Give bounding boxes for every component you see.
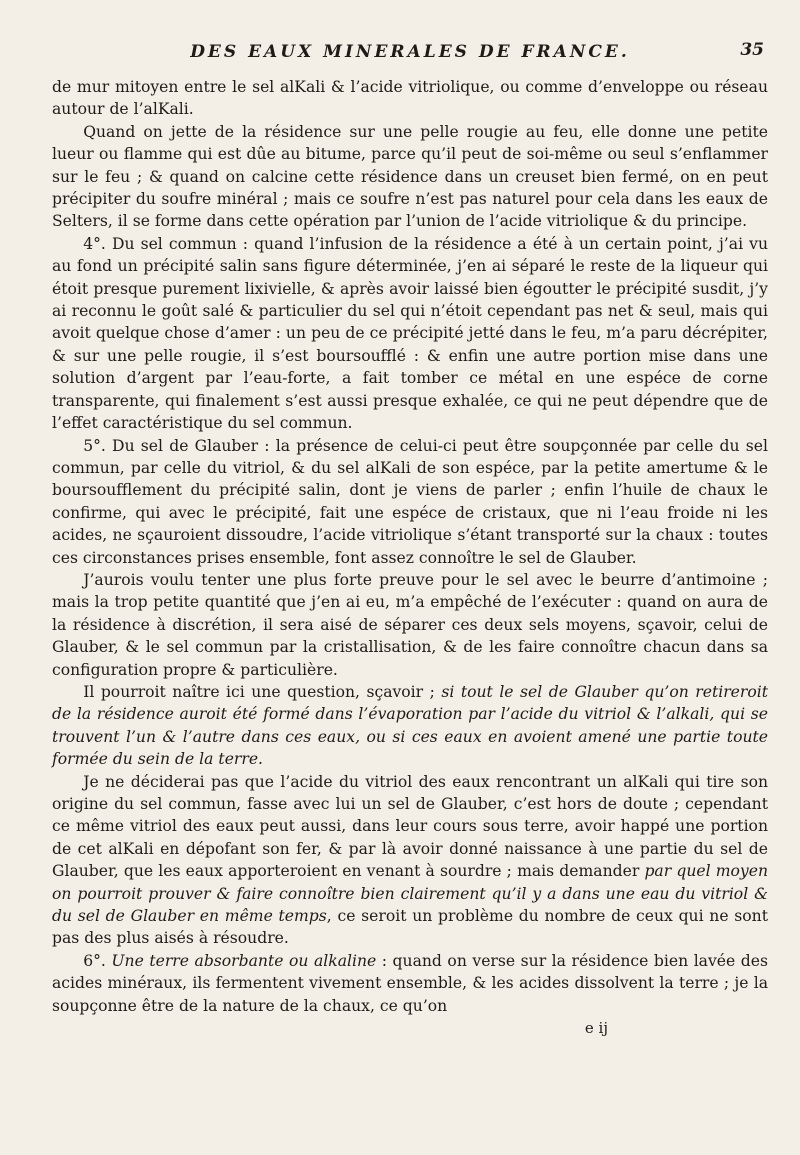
paragraph (52, 681, 768, 771)
text-run: de mur mitoyen entre le sel alKali & l’acide vitriolique, ou comme d’enveloppe ou réseau autour de l’alKali. (52, 78, 768, 119)
paragraph (52, 950, 768, 1017)
text-run: , ce seroit un problème du nombre de ceux qui ne sont pas des plus aisés à résoudre. (52, 907, 768, 948)
italic-text: Une terre absorbante ou alkaline (111, 951, 377, 970)
paragraph (52, 76, 768, 121)
italic-text: si tout le sel de Glauber qu’on retireroit de la résidence auroit été formé dans l’évaporation par l’acide du vitriol & l’alkali, qui se trouvent l’un & l’autre dans ces eaux, ou si ces eaux en avoient amené une partie toute formée du sein de la terre. (52, 682, 769, 769)
paragraph (52, 435, 768, 569)
running-title: DES EAUX MINERALES DE FRANCE. (190, 42, 630, 62)
text-run: Il pourroit naître ici une question, sçavoir ; (83, 682, 442, 701)
italic-text: par quel moyen on pourroit prouver & faire connoître bien clairement qu’il y a dans une eau du vitriol & du sel de Glauber en même temps (52, 862, 768, 926)
catchword: e ij (584, 1019, 608, 1038)
running-head (52, 42, 768, 76)
page-number: 35 (740, 40, 764, 60)
text-run: : quand on verse sur la résidence bien lavée des acides minéraux, ils fermentent vivement ensemble, & les acides dissolvent la terre ; je la soupçonne être de la nature de la chaux, ce qu’on (52, 951, 768, 1015)
text-run: 5°. Du sel de Glauber : la présence de celui-ci peut être soupçonnée par celle du sel commun, par celle du vitriol, & du sel alKali de son espéce, par la petite amertume & le boursoufflement du précipité salin, dont je viens de parler ; enfin l’huile de chaux le confirme, qui avec le précipité, fait une espéce de cristaux, que ni l’eau froide ni les acides, ne sçauroient dissoudre, l’acide vitriolique s’étant transporté sur la chaux : toutes ces circonstances prises ensemble, font assez connoître le sel de Glauber. (52, 436, 768, 567)
text-run: J’aurois voulu tenter une plus forte preuve pour le sel avec le beurre d’antimoine ; mais la trop petite quantité que j’en ai eu, m’a empêché de l’exécuter : quand on aura de la résidence à discrétion, il sera aisé de séparer ces deux sels moyens, sçavoir, celui de Glauber, & le sel commun par la cristallisation, & de les faire connoître chacun dans sa configuration propre & particulière. (52, 570, 768, 679)
text-run: Je ne déciderai pas que l’acide du vitriol des eaux rencontrant un alKali qui tire son origine du sel commun, fasse avec lui un sel de Glauber, c’est hors de doute ; cependant ce même vitriol des eaux peut aussi, dans leur cours sous terre, avoir happé une portion de cet alKali en dépofant son fer, & par là avoir donné naissance à une partie du sel de Glauber, que les eaux apporteroient en venant à sourdre ; mais demander (52, 772, 768, 881)
paragraph (52, 121, 768, 233)
text-run: 4°. Du sel commun : quand l’infusion de la résidence a été à un certain point, j’ai vu au fond un précipité salin sans figure déterminée, j’en ai séparé le reste de la liqueur qui étoit presque purement lixivielle, & après avoir laissé bien égoutter le précipité susdit, j’y ai reconnu le goût salé & particulier du sel qui n’étoit cependant pas net & seul, mais qui avoit quelque chose d’amer : un peu de ce précipité jetté dans le feu, m’a paru décrépiter, & sur une pelle rougie, il s’est boursoufflé : & enfin une autre portion mise dans une solution d’argent par l’eau-forte, a fait tomber ce métal en une espéce de corne transparente, qui finalement s’est aussi presque exhalée, ce qui ne peut dépendre que de l’effet caractéristique du sel commun. (52, 234, 768, 433)
body-text (52, 76, 768, 1017)
paragraph (52, 771, 768, 950)
text-run: 6°. (83, 951, 112, 970)
text-run: Quand on jette de la résidence sur une pelle rougie au feu, elle donne une petite lueur ou flamme qui est dûe au bitume, parce qu’il peut de soi-même ou seul s’enflammer sur le feu ; & quand on calcine cette résidence dans un creuset bien fermé, on en peut précipiter du soufre minéral ; mais ce soufre n’est pas naturel pour cela dans les eaux de Selters, il se forme dans cette opération par l’union de l’acide vitriolique & du principe. (52, 122, 768, 231)
paragraph (52, 569, 768, 681)
paragraph (52, 233, 768, 435)
